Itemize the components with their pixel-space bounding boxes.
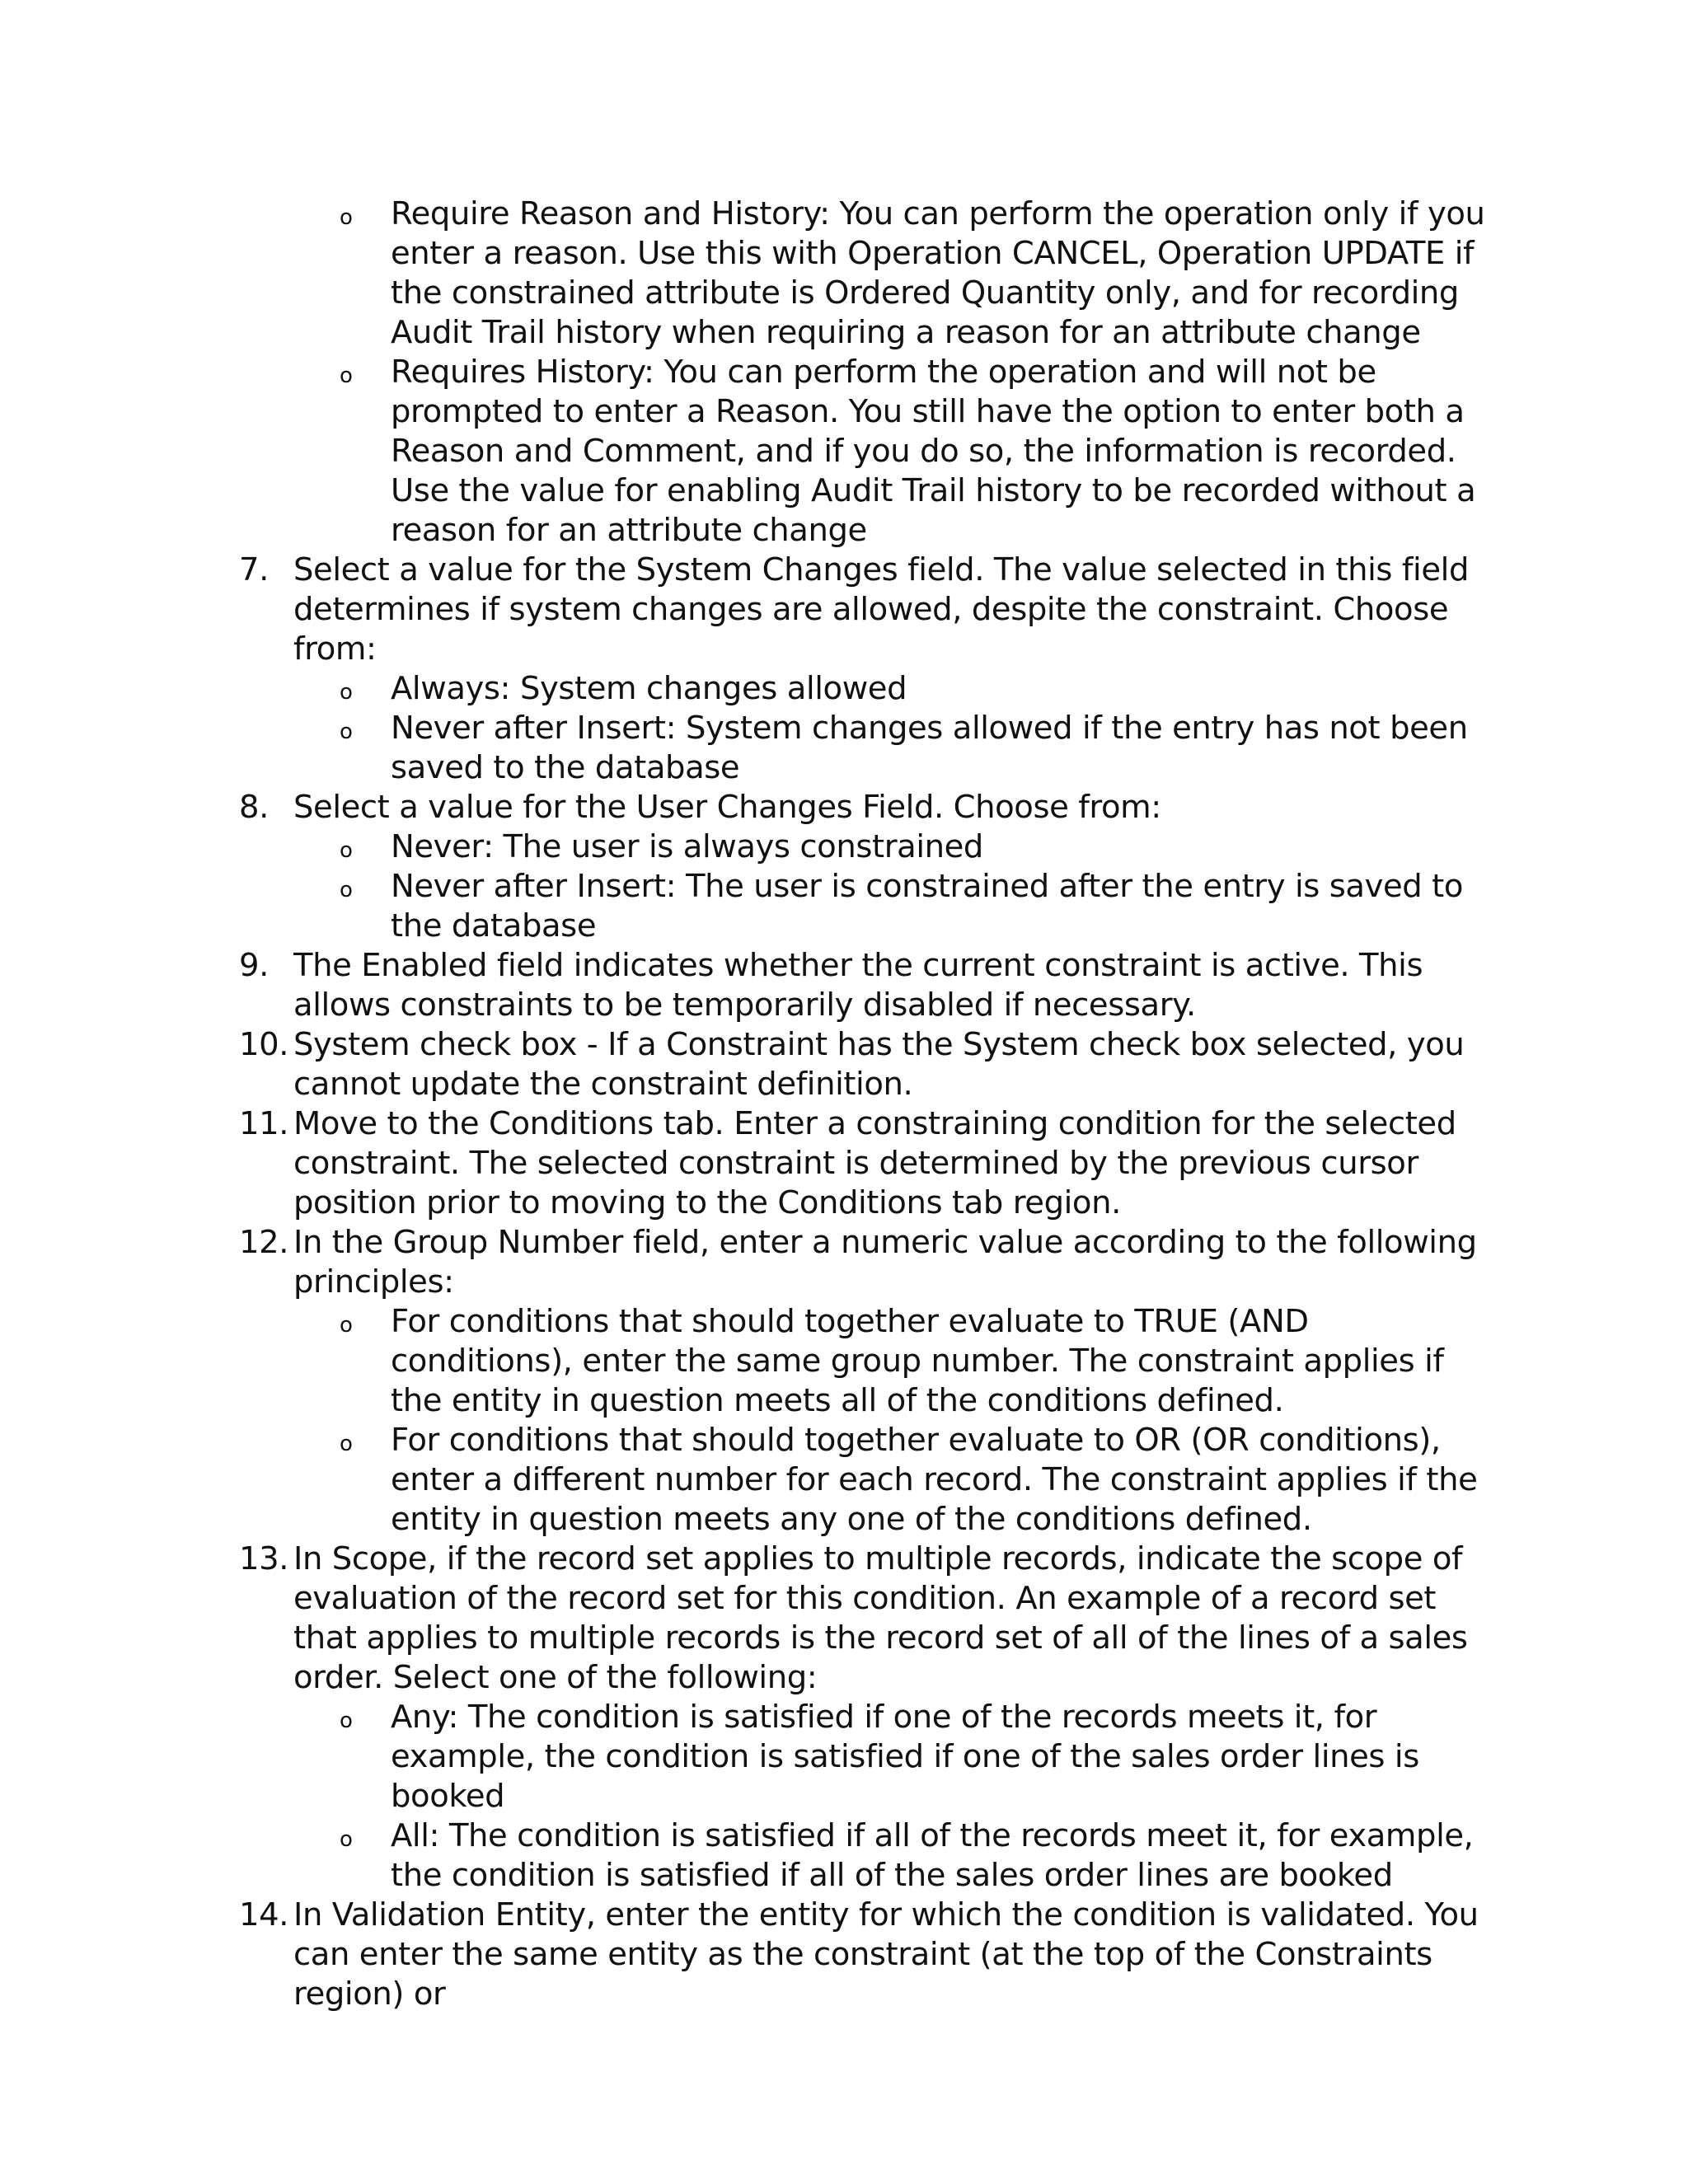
step-number: 9. — [239, 947, 269, 984]
bullet-marker: o — [340, 205, 353, 230]
sub-bullet-text: Always: System changes allowed — [391, 670, 907, 707]
bullet-marker: o — [340, 838, 353, 863]
sub-bullet-item — [239, 709, 1492, 788]
step-number: 8. — [239, 789, 269, 826]
sub-bullet-item — [239, 867, 1492, 946]
step-text: Select a value for the System Changes field. The value selected in this field determines if system changes are allowed, despite the constraint. Choose from: — [293, 551, 1469, 668]
document-body — [239, 194, 1492, 2014]
step-text: In the Group Number field, enter a numeric value according to the following principles: — [293, 1224, 1477, 1301]
sub-bullet-text: Requires History: You can perform the operation and will not be prompted to enter a Reason. You still have the option to enter both a Reason and Comment, and if you do so, the information is recorded. Use the value for enabling Audit Trail history to be recorded without a reason for an attribute change — [391, 354, 1476, 549]
bullet-marker: o — [340, 1313, 353, 1338]
bullet-marker: o — [340, 1432, 353, 1456]
bullet-marker: o — [340, 1827, 353, 1852]
sub-bullet-text: Require Reason and History: You can perform the operation only if you enter a reason. Use this with Operation CANCEL, Operation UPDATE if the constrained attribute is Ordered Quantity only, and for recording Audit Trail history when requiring a reason for an attribute change — [391, 195, 1485, 351]
bullet-marker: o — [340, 1708, 353, 1733]
step-text: System check box - If a Constraint has the System check box selected, you cannot update the constraint definition. — [293, 1026, 1465, 1103]
step-text: Select a value for the User Changes Field. Choose from: — [293, 789, 1161, 826]
numbered-step — [239, 1104, 1492, 1223]
numbered-step — [239, 788, 1492, 827]
sub-bullet-text: For conditions that should together evaluate to TRUE (AND conditions), enter the same group number. The constraint applies if the entity in question meets all of the conditions defined. — [391, 1303, 1444, 1419]
bullet-marker: o — [340, 878, 353, 902]
step-number: 10. — [239, 1026, 289, 1063]
bullet-marker: o — [340, 363, 353, 388]
sub-bullet-item — [239, 1302, 1492, 1421]
sub-bullet-item — [239, 353, 1492, 551]
sub-bullet-item — [239, 1421, 1492, 1540]
bullet-marker: o — [340, 680, 353, 705]
sub-bullet-text: For conditions that should together evaluate to OR (OR conditions), enter a different number for each record. The constraint applies if the entity in question meets any one of the conditions defined. — [391, 1422, 1478, 1538]
numbered-step — [239, 551, 1492, 669]
sub-bullet-text: Any: The condition is satisfied if one of the records meets it, for example, the condition is satisfied if one of the sales order lines is booked — [391, 1699, 1419, 1815]
sub-bullet-text: Never after Insert: The user is constrained after the entry is saved to the database — [391, 868, 1463, 944]
sub-bullet-item — [239, 1816, 1492, 1896]
step-number: 14. — [239, 1896, 289, 1933]
sub-bullet-item — [239, 669, 1492, 709]
numbered-step — [239, 1896, 1492, 2014]
sub-bullet-text: Never after Insert: System changes allowed if the entry has not been saved to the database — [391, 710, 1468, 786]
step-number: 7. — [239, 551, 269, 588]
numbered-step — [239, 1540, 1492, 1698]
step-number: 13. — [239, 1540, 289, 1577]
step-text: In Scope, if the record set applies to multiple records, indicate the scope of evaluation of the record set for this condition. An example of a record set that applies to multiple records is the record set of all of the lines of a sales order. Select one of the following: — [293, 1540, 1468, 1696]
sub-bullet-text: All: The condition is satisfied if all of the records meet it, for example, the condition is satisfied if all of the sales order lines are booked — [391, 1817, 1474, 1894]
sub-bullet-text: Never: The user is always constrained — [391, 828, 983, 865]
numbered-step — [239, 1223, 1492, 1302]
step-number: 11. — [239, 1105, 289, 1142]
numbered-step — [239, 1025, 1492, 1104]
numbered-step — [239, 946, 1492, 1025]
sub-bullet-item — [239, 194, 1492, 353]
bullet-marker: o — [340, 719, 353, 744]
sub-bullet-item — [239, 827, 1492, 867]
step-text: In Validation Entity, enter the entity for which the condition is validated. You can enter the same entity as the constraint (at the top of the Constraints region) or — [293, 1896, 1479, 2013]
sub-bullet-item — [239, 1698, 1492, 1816]
step-text: The Enabled field indicates whether the current constraint is active. This allows constraints to be temporarily disabled if necessary. — [293, 947, 1423, 1024]
step-number: 12. — [239, 1224, 289, 1261]
step-text: Move to the Conditions tab. Enter a constraining condition for the selected constraint. The selected constraint is determined by the previous cursor position prior to moving to the Conditions tab region. — [293, 1105, 1456, 1221]
